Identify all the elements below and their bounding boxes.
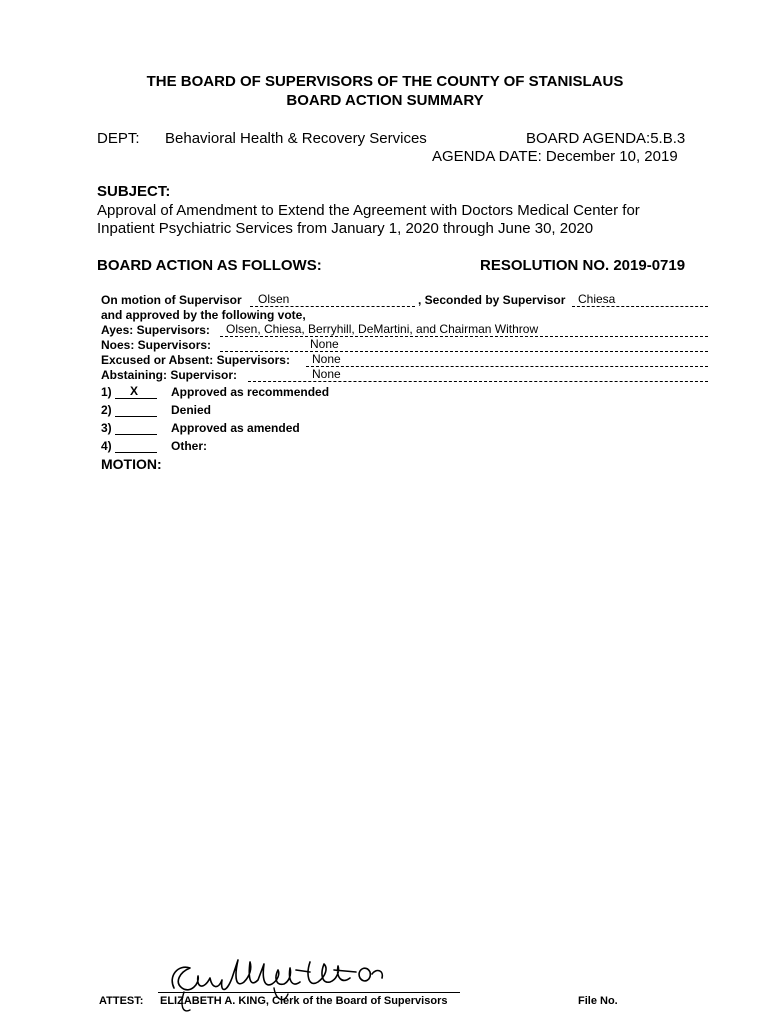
seconded-value: Chiesa — [578, 292, 616, 306]
signature-line — [158, 992, 460, 993]
option-4-label: Other: — [171, 439, 207, 453]
option-3-label: Approved as amended — [171, 421, 300, 435]
option-2-label: Denied — [171, 403, 212, 417]
abstaining-line — [248, 381, 708, 382]
noes-line — [220, 351, 708, 352]
file-no-label: File No. — [578, 995, 618, 1007]
option-4-blank — [115, 452, 157, 453]
subject-line-1: Approval of Amendment to Extend the Agreement with Doctors Medical Center for — [97, 202, 640, 219]
board-agenda: BOARD AGENDA:5.B.3 — [526, 130, 686, 147]
on-motion-value: Olsen — [258, 292, 290, 306]
option-3-number: 3) — [101, 421, 112, 435]
abstaining-value: None — [312, 367, 341, 381]
header-subtitle: BOARD ACTION SUMMARY — [286, 92, 484, 109]
excused-value: None — [312, 352, 341, 366]
option-2-blank — [115, 416, 157, 417]
excused-label: Excused or Absent: Supervisors: — [101, 353, 290, 367]
header-title: THE BOARD OF SUPERVISORS OF THE COUNTY OF STANISLAUS — [146, 73, 624, 90]
noes-label: Noes: Supervisors: — [101, 338, 212, 352]
ayes-label: Ayes: Supervisors: — [101, 323, 210, 337]
dept-value: Behavioral Health & Recovery Services — [165, 130, 427, 147]
ayes-value: Olsen, Chiesa, Berryhill, DeMartini, and Chairman Withrow — [226, 322, 539, 336]
on-motion-line — [250, 306, 415, 307]
option-1-label: Approved as recommended — [171, 385, 330, 399]
abstaining-label: Abstaining: Supervisor: — [101, 368, 238, 382]
clerk-name: ELIZABETH A. KING, Clerk of the Board of Supervisors — [160, 995, 448, 1007]
option-2-number: 2) — [101, 403, 112, 417]
option-1-number: 1) — [101, 385, 112, 399]
attest-label: ATTEST: — [99, 995, 144, 1007]
approved-vote-line: and approved by the following vote, — [101, 308, 306, 322]
option-1-blank — [115, 398, 157, 399]
noes-value: None — [310, 337, 339, 351]
board-action-label: BOARD ACTION AS FOLLOWS: — [97, 257, 322, 274]
option-1-mark: X — [130, 384, 139, 398]
seconded-label: , Seconded by Supervisor — [418, 293, 566, 307]
seconded-line — [572, 306, 708, 307]
dept-label: DEPT: — [97, 130, 140, 147]
resolution-number: RESOLUTION NO. 2019-0719 — [480, 257, 686, 274]
ayes-line — [220, 336, 708, 337]
option-4-number: 4) — [101, 439, 112, 453]
agenda-date: AGENDA DATE: December 10, 2019 — [432, 148, 678, 165]
on-motion-label: On motion of Supervisor — [101, 293, 242, 307]
signature-image — [160, 948, 400, 1018]
subject-line-2: Inpatient Psychiatric Services from January 1, 2020 through June 30, 2020 — [97, 220, 594, 237]
motion-label: MOTION: — [101, 456, 162, 472]
option-3-blank — [115, 434, 157, 435]
excused-line — [306, 366, 708, 367]
subject-label: SUBJECT: — [97, 183, 171, 200]
